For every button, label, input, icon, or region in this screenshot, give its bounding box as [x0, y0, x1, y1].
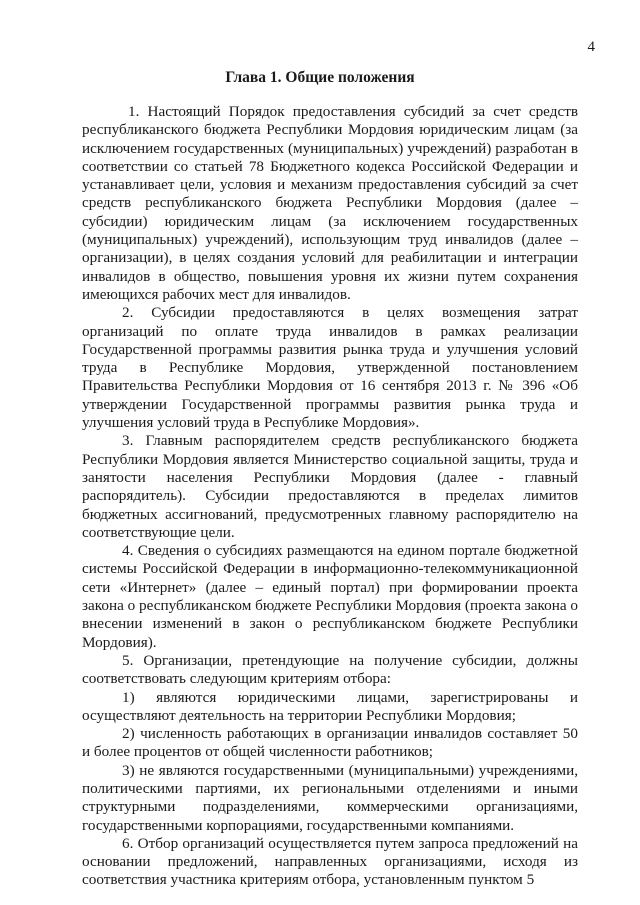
criterion-3: 3) не являются государственными (муниципальными) учреждениями, политическими партиями, их региональными отделениями и иными структурными подразделениями, коммерческими организациями, государственными корпорациями, государственными компаниями. [82, 761, 578, 834]
paragraph-2: 2. Субсидии предоставляются в целях возмещения затрат организаций по оплате труда инвалидов в рамках реализации Государственной программы развития рынка труда и улучшения условий труда в Республике Мордовия, утвержденной постановлением Правительства Республики Мордовия от 16 сентября 2013 г. № 396 «Об утверждении Государственной программы развития рынка труда и улучшения условий труда в Республике Мордовия». [82, 304, 578, 432]
page-number: 4 [587, 39, 595, 55]
document-body [82, 103, 578, 890]
chapter-heading: Глава 1. Общие положения [225, 69, 415, 86]
paragraph-4: 4. Сведения о субсидиях размещаются на едином портале бюджетной системы Российской Федерации в информационно-телекоммуникационной сети «Интернет» (далее – единый портал) при формировании проекта закона о республиканском бюджете Республики Мордовия (проекта закона о внесении изменений в закон о республиканском бюджете Республики Мордовия). [82, 542, 578, 651]
criterion-1: 1) являются юридическими лицами, зарегистрированы и осуществляют деятельность на территории Республики Мордовия; [82, 688, 578, 724]
paragraph-1: 1. Настоящий Порядок предоставления субсидий за счет средств республиканского бюджета Республики Мордовия юридическим лицам (за исключением государственных (муниципальных) учреждений) разработан в соответствии со статьей 78 Бюджетного кодекса Российской Федерации и устанавливает цели, условия и механизм предоставления субсидий за счет средств республиканского бюджета Республики Мордовия (далее – субсидии) юридическим лицам (за исключением государственных (муниципальных) учреждений), использующим труд инвалидов (далее – организации), в целях создания условий для реабилитации и интеграции инвалидов в общество, повышения уровня их жизни путем сохранения имеющихся рабочих мест для инвалидов. [82, 103, 578, 303]
paragraph-3: 3. Главным распорядителем средств республиканского бюджета Республики Мордовия является Министерство социальной защиты, труда и занятости населения Республики Мордовия (далее - главный распорядитель). Субсидии предоставляются в пределах лимитов бюджетных ассигнований, предусмотренных главному распорядителю на соответствующие цели. [82, 432, 578, 541]
criterion-2: 2) численность работающих в организации инвалидов составляет 50 и более процентов от общей численности работников; [82, 725, 578, 761]
paragraph-6: 6. Отбор организаций осуществляется путем запроса предложений на основании предложений, направленных организациями, исходя из соответствия участника критериям отбора, установленным пунктом 5 [82, 834, 578, 889]
paragraph-5: 5. Организации, претендующие на получение субсидии, должны соответствовать следующим критериям отбора: [82, 651, 578, 688]
